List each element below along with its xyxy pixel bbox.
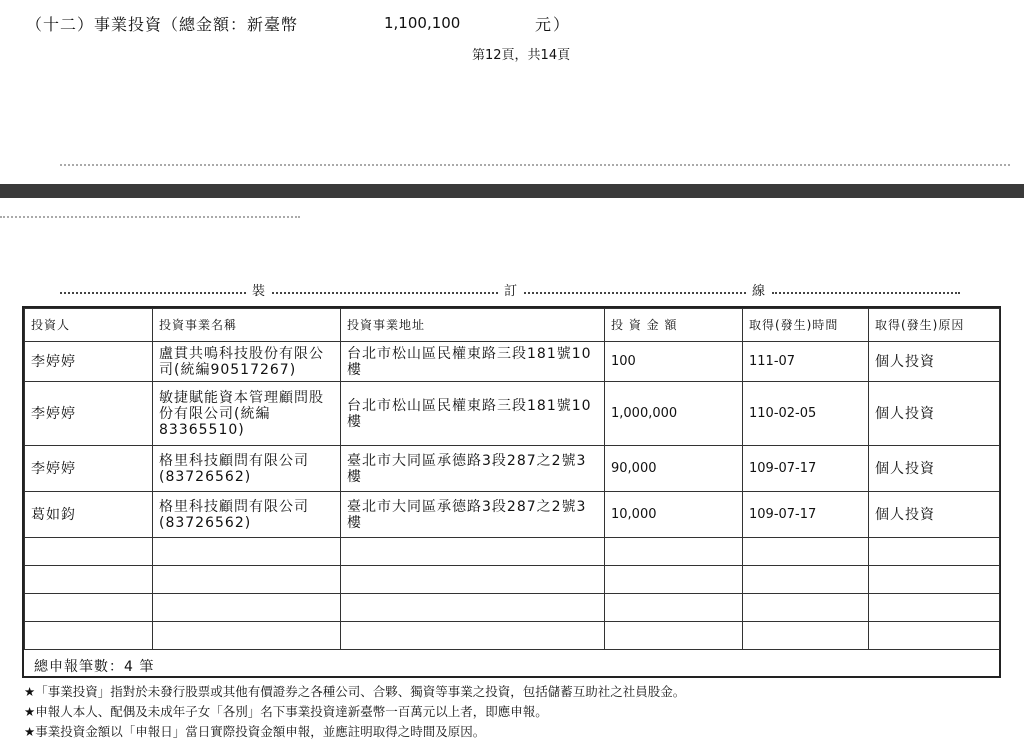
header-investor: 投資人 (25, 309, 153, 342)
faint-dotted-rule (0, 216, 300, 218)
business-address-cell: 臺北市大同區承德路3段287之2號3樓 (341, 446, 605, 492)
business-address-cell: 臺北市大同區承德路3段287之2號3樓 (341, 492, 605, 538)
reason-cell: 個人投資 (869, 382, 1000, 446)
time-cell: 110-02-05 (743, 382, 869, 446)
footnote-declaration-date: ★事業投資金額以「申報日」當日實際投資金額申報，並應註明取得之時間及原因。 (24, 724, 486, 739)
time-cell: 111-07 (743, 342, 869, 382)
binding-word-ding: 訂 (504, 284, 518, 299)
empty-table-row (25, 566, 1000, 594)
header-business-address: 投資事業地址 (341, 309, 605, 342)
table-row (25, 446, 1000, 492)
empty-table-row (25, 594, 1000, 622)
business-name-cell: 盧貫共鳴科技股份有限公司(統編90517267) (153, 342, 341, 382)
header-acquired-time: 取得(發生)時間 (743, 309, 869, 342)
total-count: 總申報筆數：4 筆 (34, 659, 155, 675)
reason-cell: 個人投資 (869, 446, 1000, 492)
binding-line (60, 280, 960, 300)
footnote-threshold: ★申報人本人、配偶及未成年子女「各別」名下事業投資達新臺幣一百萬元以上者，即應申報。 (24, 704, 548, 719)
investment-table (24, 308, 1000, 650)
binding-dots (524, 292, 746, 294)
time-cell: 109-07-17 (743, 492, 869, 538)
amount-cell: 100 (605, 342, 743, 382)
empty-table-row (25, 622, 1000, 650)
reason-cell: 個人投資 (869, 342, 1000, 382)
reason-cell: 個人投資 (869, 492, 1000, 538)
investment-form (22, 306, 1001, 678)
table-row (25, 342, 1000, 382)
header-acquired-reason: 取得(發生)原因 (869, 309, 1000, 342)
binding-word-zhuang: 裝 (252, 284, 266, 299)
binding-dots (272, 292, 498, 294)
binding-word-xian: 線 (752, 284, 766, 299)
business-address-cell: 台北市松山區民權東路三段181號10樓 (341, 382, 605, 446)
amount-cell: 1,000,000 (605, 382, 743, 446)
investor-cell: 李婷婷 (25, 446, 153, 492)
investor-cell: 葛如鈞 (25, 492, 153, 538)
business-name-cell: 敏捷賦能資本管理顧問股份有限公司(統編83365510) (153, 382, 341, 446)
time-cell: 109-07-17 (743, 446, 869, 492)
faint-dotted-rule (60, 164, 1010, 166)
binding-dots (60, 292, 246, 294)
investor-cell: 李婷婷 (25, 382, 153, 446)
investor-cell: 李婷婷 (25, 342, 153, 382)
amount-cell: 10,000 (605, 492, 743, 538)
currency-unit: 元） (535, 15, 572, 34)
binding-dots (772, 292, 960, 294)
business-address-cell: 台北市松山區民權東路三段181號10樓 (341, 342, 605, 382)
footnote-definition: ★「事業投資」指對於未發行股票或其他有價證券之各種公司、合夥、獨資等事業之投資，包括儲蓄互助社之社員股金。 (24, 684, 686, 699)
table-row (25, 382, 1000, 446)
page-number: 第12頁，共14頁 (472, 48, 571, 63)
business-name-cell: 格里科技顧問有限公司(83726562) (153, 446, 341, 492)
amount-cell: 90,000 (605, 446, 743, 492)
scan-band (0, 184, 1024, 198)
table-row (25, 492, 1000, 538)
section-title: （十二）事業投資（總金額：新臺幣 (26, 15, 299, 34)
header-investment-amount: 投 資 金 額 (605, 309, 743, 342)
header-business-name: 投資事業名稱 (153, 309, 341, 342)
empty-table-row (25, 538, 1000, 566)
total-amount: 1,100,100 (384, 14, 461, 32)
table-header-row (25, 309, 1000, 342)
business-name-cell: 格里科技顧問有限公司(83726562) (153, 492, 341, 538)
